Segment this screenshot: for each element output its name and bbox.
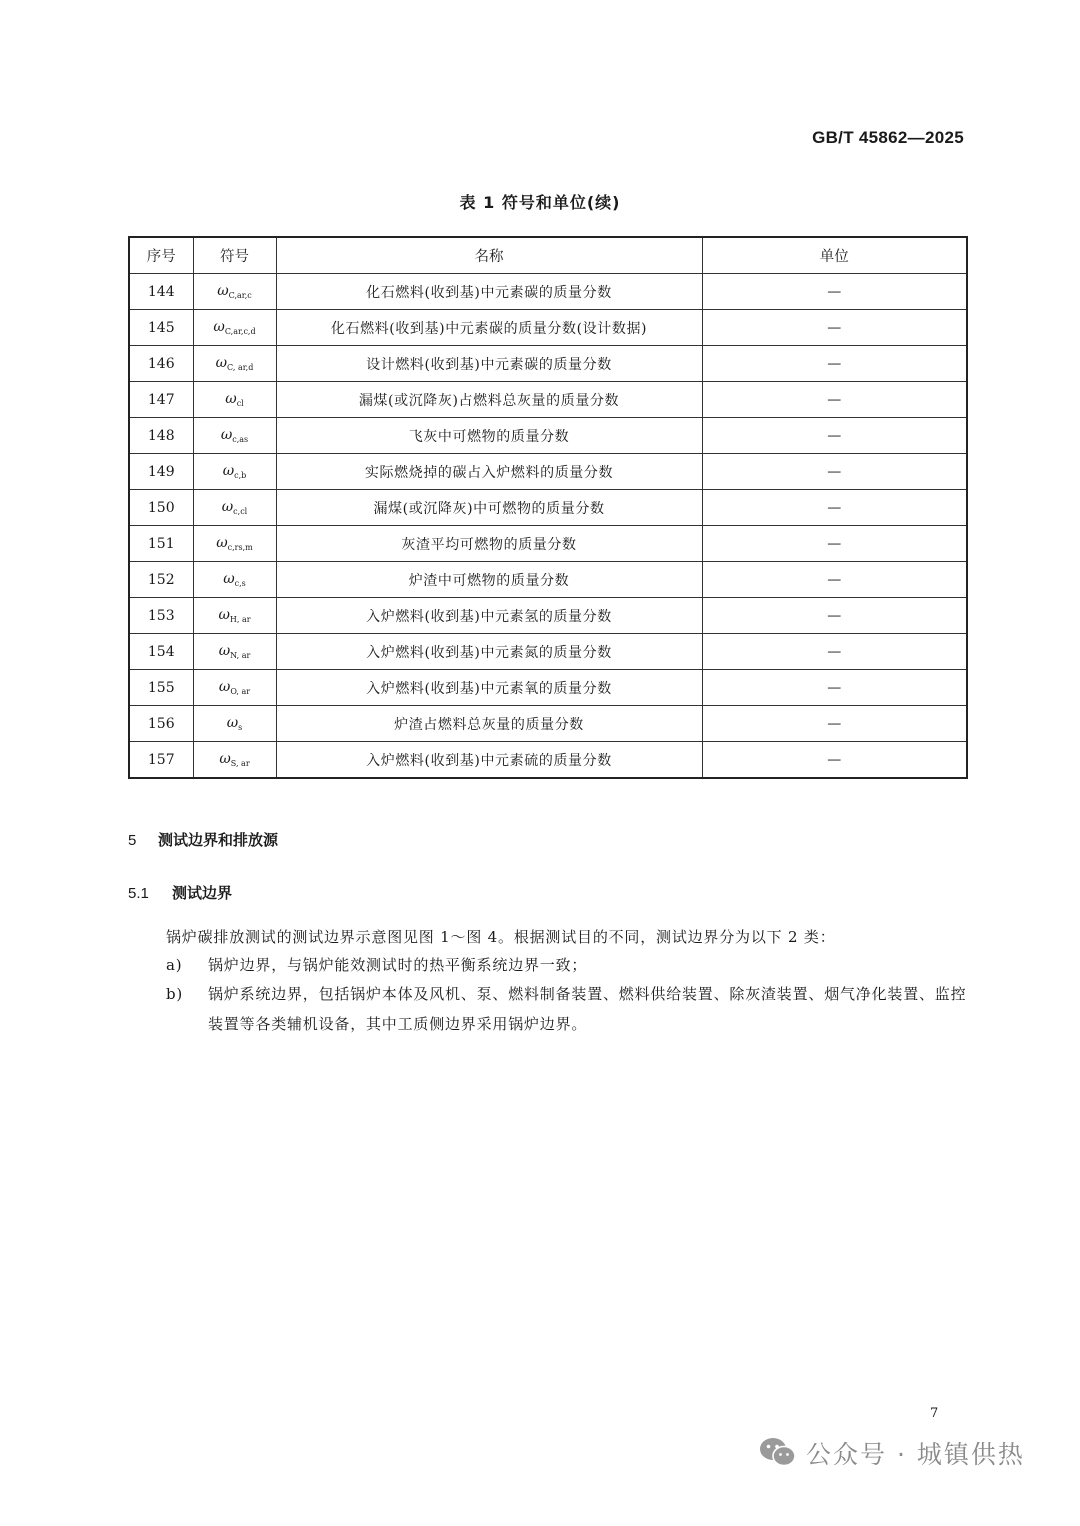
table-row [129, 706, 967, 742]
row-symbol [193, 562, 276, 598]
symbol-base: ω [223, 571, 235, 587]
row-unit: — [702, 742, 967, 779]
table-row [129, 742, 967, 779]
row-unit: — [702, 706, 967, 742]
row-symbol [193, 454, 276, 490]
symbol-subscript: c,s [234, 579, 246, 588]
row-number: 153 [129, 598, 193, 634]
symbol-base: ω [218, 679, 231, 695]
row-number: 156 [129, 706, 193, 742]
watermark [758, 1433, 1058, 1473]
boundary-paragraph: 锅炉碳排放测试的测试边界示意图见图 1～图 4。根据测试目的不同，测试边界分为以下 2 类： [166, 928, 836, 946]
row-symbol [193, 382, 276, 418]
table-row [129, 670, 967, 706]
symbol-subscript: C, ar,d [227, 363, 254, 372]
table-header-row [129, 237, 967, 274]
symbol-base: ω [220, 427, 233, 443]
row-number: 150 [129, 490, 193, 526]
list-item-label: a) [166, 956, 183, 974]
list-item [166, 979, 966, 1039]
row-name: 灰渣平均可燃物的质量分数 [276, 526, 702, 562]
row-symbol [193, 418, 276, 454]
row-unit: — [702, 454, 967, 490]
row-number: 154 [129, 634, 193, 670]
row-unit: — [702, 274, 967, 310]
symbols-table [128, 236, 968, 779]
row-name: 入炉燃料(收到基)中元素氢的质量分数 [276, 598, 702, 634]
row-symbol [193, 346, 276, 382]
section-5-1-heading [128, 882, 232, 903]
section-number: 5.1 [128, 885, 149, 902]
row-number: 149 [129, 454, 193, 490]
table-row [129, 598, 967, 634]
row-unit: — [702, 526, 967, 562]
row-name: 炉渣中可燃物的质量分数 [276, 562, 702, 598]
row-symbol [193, 742, 276, 779]
table-row [129, 454, 967, 490]
row-name: 实际燃烧掉的碳占入炉燃料的质量分数 [276, 454, 702, 490]
row-name: 入炉燃料(收到基)中元素氧的质量分数 [276, 670, 702, 706]
list-item-label: b) [166, 985, 184, 1003]
section-5-heading [128, 829, 278, 850]
table-row [129, 418, 967, 454]
row-number: 146 [129, 346, 193, 382]
symbol-base: ω [218, 643, 231, 659]
symbol-subscript: N, ar [230, 651, 251, 660]
row-unit: — [702, 670, 967, 706]
row-unit: — [702, 598, 967, 634]
row-unit: — [702, 490, 967, 526]
row-number: 157 [129, 742, 193, 779]
table-row [129, 490, 967, 526]
column-header-unit: 单位 [702, 237, 967, 274]
section-title: 测试边界和排放源 [158, 831, 279, 849]
row-number: 145 [129, 310, 193, 346]
table-row [129, 634, 967, 670]
symbol-subscript: S, ar [230, 759, 250, 768]
symbol-subscript: c,cl [233, 507, 248, 516]
symbol-base: ω [225, 391, 237, 407]
table-row [129, 346, 967, 382]
page-number: 7 [930, 1406, 939, 1421]
table-row [129, 310, 967, 346]
symbol-base: ω [216, 535, 228, 551]
row-name: 设计燃料(收到基)中元素碳的质量分数 [276, 346, 702, 382]
row-symbol [193, 598, 276, 634]
row-name: 化石燃料(收到基)中元素碳的质量分数 [276, 274, 702, 310]
column-header-number: 序号 [129, 237, 193, 274]
symbol-subscript: C,ar,c,d [224, 327, 256, 336]
standard-code: GB/T 45862—2025 [812, 128, 964, 147]
row-unit: — [702, 346, 967, 382]
symbol-base: ω [221, 499, 234, 515]
table-row [129, 562, 967, 598]
row-symbol [193, 634, 276, 670]
row-number: 155 [129, 670, 193, 706]
watermark-text: 公众号 · 城镇供热 [806, 1440, 1025, 1469]
row-symbol [193, 706, 276, 742]
row-unit: — [702, 310, 967, 346]
list-item-text: 锅炉边界，与锅炉能效测试时的热平衡系统边界一致； [208, 956, 588, 974]
row-number: 148 [129, 418, 193, 454]
symbol-base: ω [215, 355, 228, 371]
column-header-name: 名称 [276, 237, 702, 274]
symbol-base: ω [226, 715, 239, 731]
row-name: 入炉燃料(收到基)中元素硫的质量分数 [276, 742, 702, 779]
column-header-symbol: 符号 [193, 237, 276, 274]
wechat-icon [758, 1436, 798, 1468]
symbol-subscript: O, ar [230, 687, 251, 696]
symbol-base: ω [213, 319, 225, 335]
symbol-subscript: s [238, 723, 243, 732]
symbol-subscript: C,ar,c [228, 291, 252, 300]
row-name: 漏煤(或沉降灰)中可燃物的质量分数 [276, 490, 702, 526]
list-item-text: 锅炉系统边界，包括锅炉本体及风机、泵、燃料制备装置、燃料供给装置、除灰渣装置、烟气净化装置、监控装置等各类辅机设备，其中工质侧边界采用锅炉边界。 [208, 985, 967, 1033]
symbol-subscript: c,as [232, 435, 249, 444]
row-number: 151 [129, 526, 193, 562]
table-row [129, 382, 967, 418]
symbol-base: ω [222, 463, 235, 479]
symbol-subscript: c,rs,m [227, 543, 253, 552]
row-name: 漏煤(或沉降灰)占燃料总灰量的质量分数 [276, 382, 702, 418]
row-symbol [193, 274, 276, 310]
row-name: 入炉燃料(收到基)中元素氮的质量分数 [276, 634, 702, 670]
table-row [129, 274, 967, 310]
row-number: 144 [129, 274, 193, 310]
row-name: 飞灰中可燃物的质量分数 [276, 418, 702, 454]
row-symbol [193, 490, 276, 526]
row-unit: — [702, 562, 967, 598]
symbol-base: ω [219, 751, 231, 767]
symbol-base: ω [218, 607, 230, 623]
symbol-subscript: c,b [234, 471, 247, 480]
section-number: 5 [128, 832, 137, 849]
row-unit: — [702, 418, 967, 454]
row-name: 炉渣占燃料总灰量的质量分数 [276, 706, 702, 742]
row-unit: — [702, 634, 967, 670]
row-number: 152 [129, 562, 193, 598]
symbol-subscript: cl [236, 399, 244, 408]
row-symbol [193, 310, 276, 346]
row-symbol [193, 526, 276, 562]
table-title: 表 1 符号和单位(续) [459, 193, 621, 212]
row-name: 化石燃料(收到基)中元素碳的质量分数(设计数据) [276, 310, 702, 346]
list-item [166, 950, 966, 980]
section-title: 测试边界 [172, 884, 233, 902]
symbol-subscript: H, ar [229, 615, 251, 624]
symbol-base: ω [217, 283, 229, 299]
row-number: 147 [129, 382, 193, 418]
row-unit: — [702, 382, 967, 418]
table-row [129, 526, 967, 562]
row-symbol [193, 670, 276, 706]
